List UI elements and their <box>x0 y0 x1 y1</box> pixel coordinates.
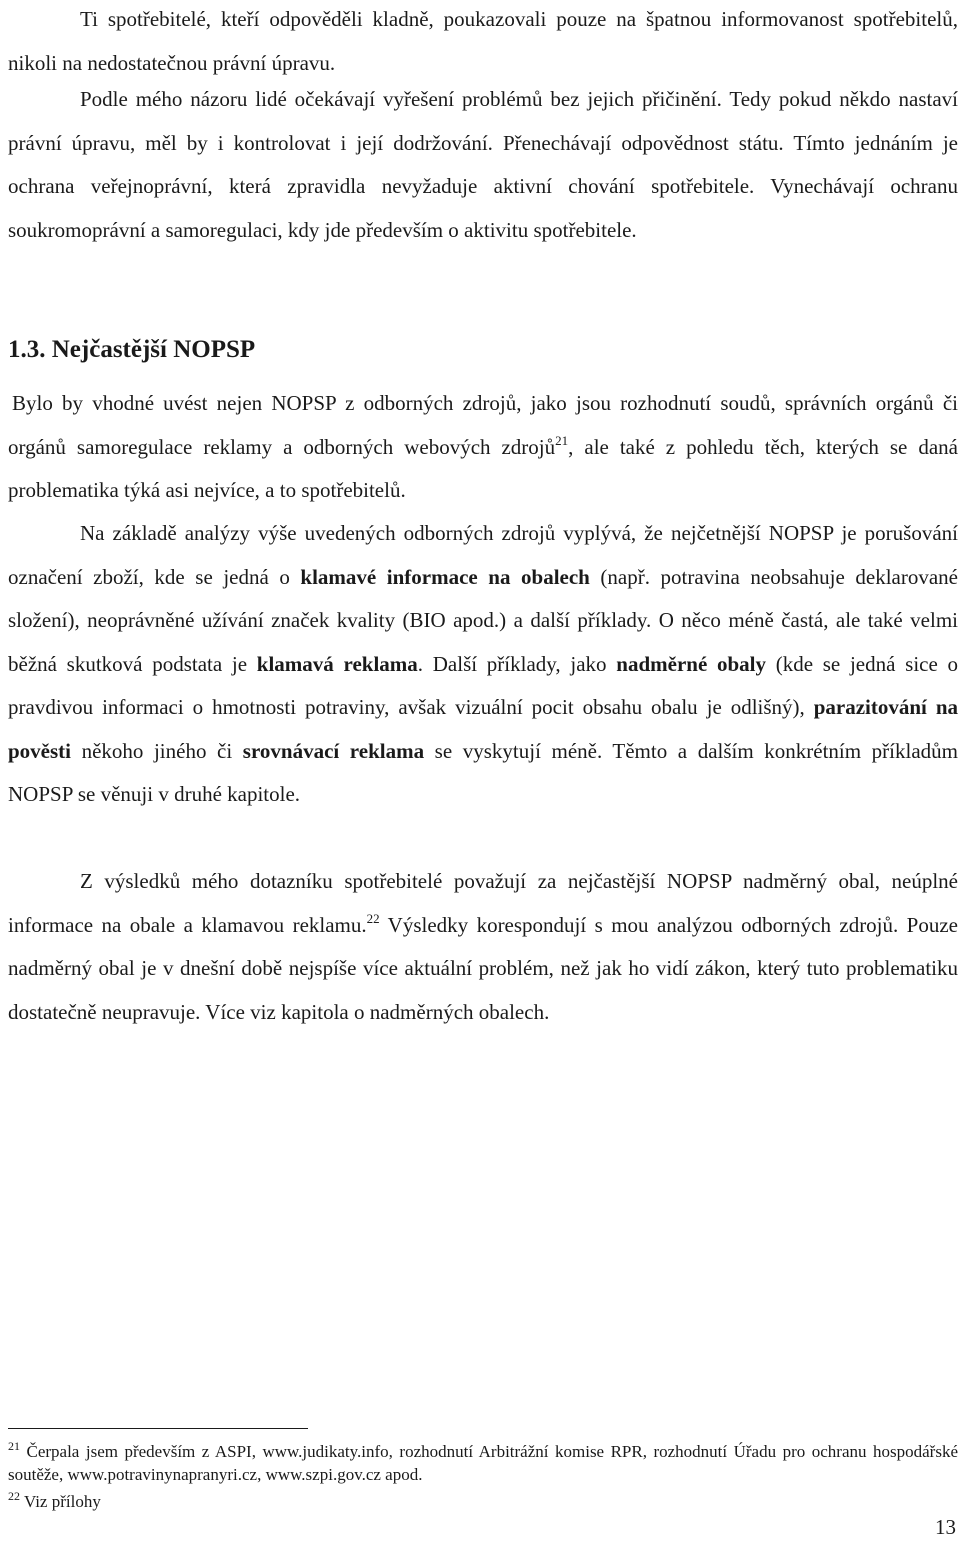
footnote-ref-22[interactable]: 22 <box>366 910 380 926</box>
paragraph-4-text-c: (např. potravina neobsahuje deklarované složení), neoprávněné užívání značek kvality (BIO apod.) a další příklady. O něco méně častá, ale také velmi běžná skutková podstata je <box>8 564 958 676</box>
footnote-22-number: 22 <box>8 1489 20 1503</box>
paragraph-3-text-a: Bylo by vhodné uvést nejen NOPSP z odborných zdrojů, jako jsou rozhodnutí soudů, správních orgánů či orgánů samoregulace reklamy a odborných webových zdrojů <box>8 391 958 459</box>
emphasis-reputation-parasitism: parazitování na pověsti <box>8 695 958 763</box>
emphasis-comparative-advertising: srovnávací reklama <box>242 738 425 763</box>
page-number: 13 <box>935 1515 956 1539</box>
emphasis-excessive-packaging: nadměrné obaly <box>616 651 766 676</box>
paragraph-1 <box>8 0 958 85</box>
paragraph-5-text-a: Z výsledků mého dotazníku spotřebitelé považují za nejčastější NOPSP nadměrný obal, neúplné informace na obale a klamavou reklamu. <box>8 869 958 937</box>
paragraph-3 <box>8 382 958 513</box>
footnote-22-text: Viz přílohy <box>20 1492 101 1511</box>
paragraph-4-text-a: Na základě analýzy výše uvedených odborných zdrojů vyplývá, že nejčetnější NOPSP je porušování označení zboží, kde se jedná o <box>8 521 958 589</box>
footnote-ref-21[interactable]: 21 <box>555 432 569 448</box>
paragraph-3-text-b: , ale také z pohledu těch, kterých se daná problematika týká asi nejvíce, a to spotřebitelů. <box>8 434 958 502</box>
paragraph-1-text: Ti spotřebitelé, kteří odpověděli kladně, poukazovali pouze na špatnou informovanost spotřebitelů, nikoli na nedostatečnou právní úpravu. <box>8 7 958 75</box>
footnote-separator <box>8 1428 308 1429</box>
paragraph-2 <box>8 78 958 252</box>
paragraph-5-text-b: Výsledky korespondují s mou analýzou odborných zdrojů. Pouze nadměrný obal je v dnešní době nejspíše více aktuální problém, než jak ho vidí zákon, který tuto problematiku dostatečně neupravuje. Více viz kapitola o nadměrných obalech. <box>8 912 958 1024</box>
footnote-22 <box>8 1490 958 1513</box>
paragraph-4 <box>8 512 958 817</box>
paragraph-4-text-e: (kde se jedná sice o pravdivou informaci o hmotnosti potraviny, avšak vizuální pocit obsahu obalu je odlišný), <box>8 651 959 719</box>
section-heading: 1.3. Nejčastější NOPSP <box>8 336 256 363</box>
footnote-21-text: Čerpala jsem především z ASPI, www.judikaty.info, rozhodnutí Arbitrážní komise RPR, rozhodnutí Úřadu pro ochranu hospodářské soutěže, www.potravinynapranyri.cz, www.szpi.gov.cz apod. <box>8 1442 958 1484</box>
emphasis-misleading-packaging-info: klamavé informace na obalech <box>300 564 590 589</box>
paragraph-4-text-f: někoho jiného či <box>71 738 243 763</box>
footnote-21 <box>8 1440 958 1486</box>
paragraph-4-text-g: se vyskytují méně. Těmto a dalším konkrétním příkladům NOPSP se věnuji v druhé kapitole. <box>8 738 958 806</box>
paragraph-5 <box>8 860 958 1034</box>
paragraph-4-text-d: . Další příklady, jako <box>417 651 617 676</box>
emphasis-misleading-advertising: klamavá reklama <box>256 651 418 676</box>
footnote-21-number: 21 <box>8 1439 20 1453</box>
paragraph-2-text: Podle mého názoru lidé očekávají vyřešení problémů bez jejich přičinění. Tedy pokud někdo nastaví právní úpravu, měl by i kontrolovat i její dodržování. Přenechávají odpovědnost státu. Tímto jednáním je ochrana veřejnoprávní, která zpravidla nevyžaduje aktivní chování spotřebitele. Vynechávají ochranu soukromoprávní a samoregulaci, kdy jde především o aktivitu spotřebitele. <box>8 87 958 242</box>
